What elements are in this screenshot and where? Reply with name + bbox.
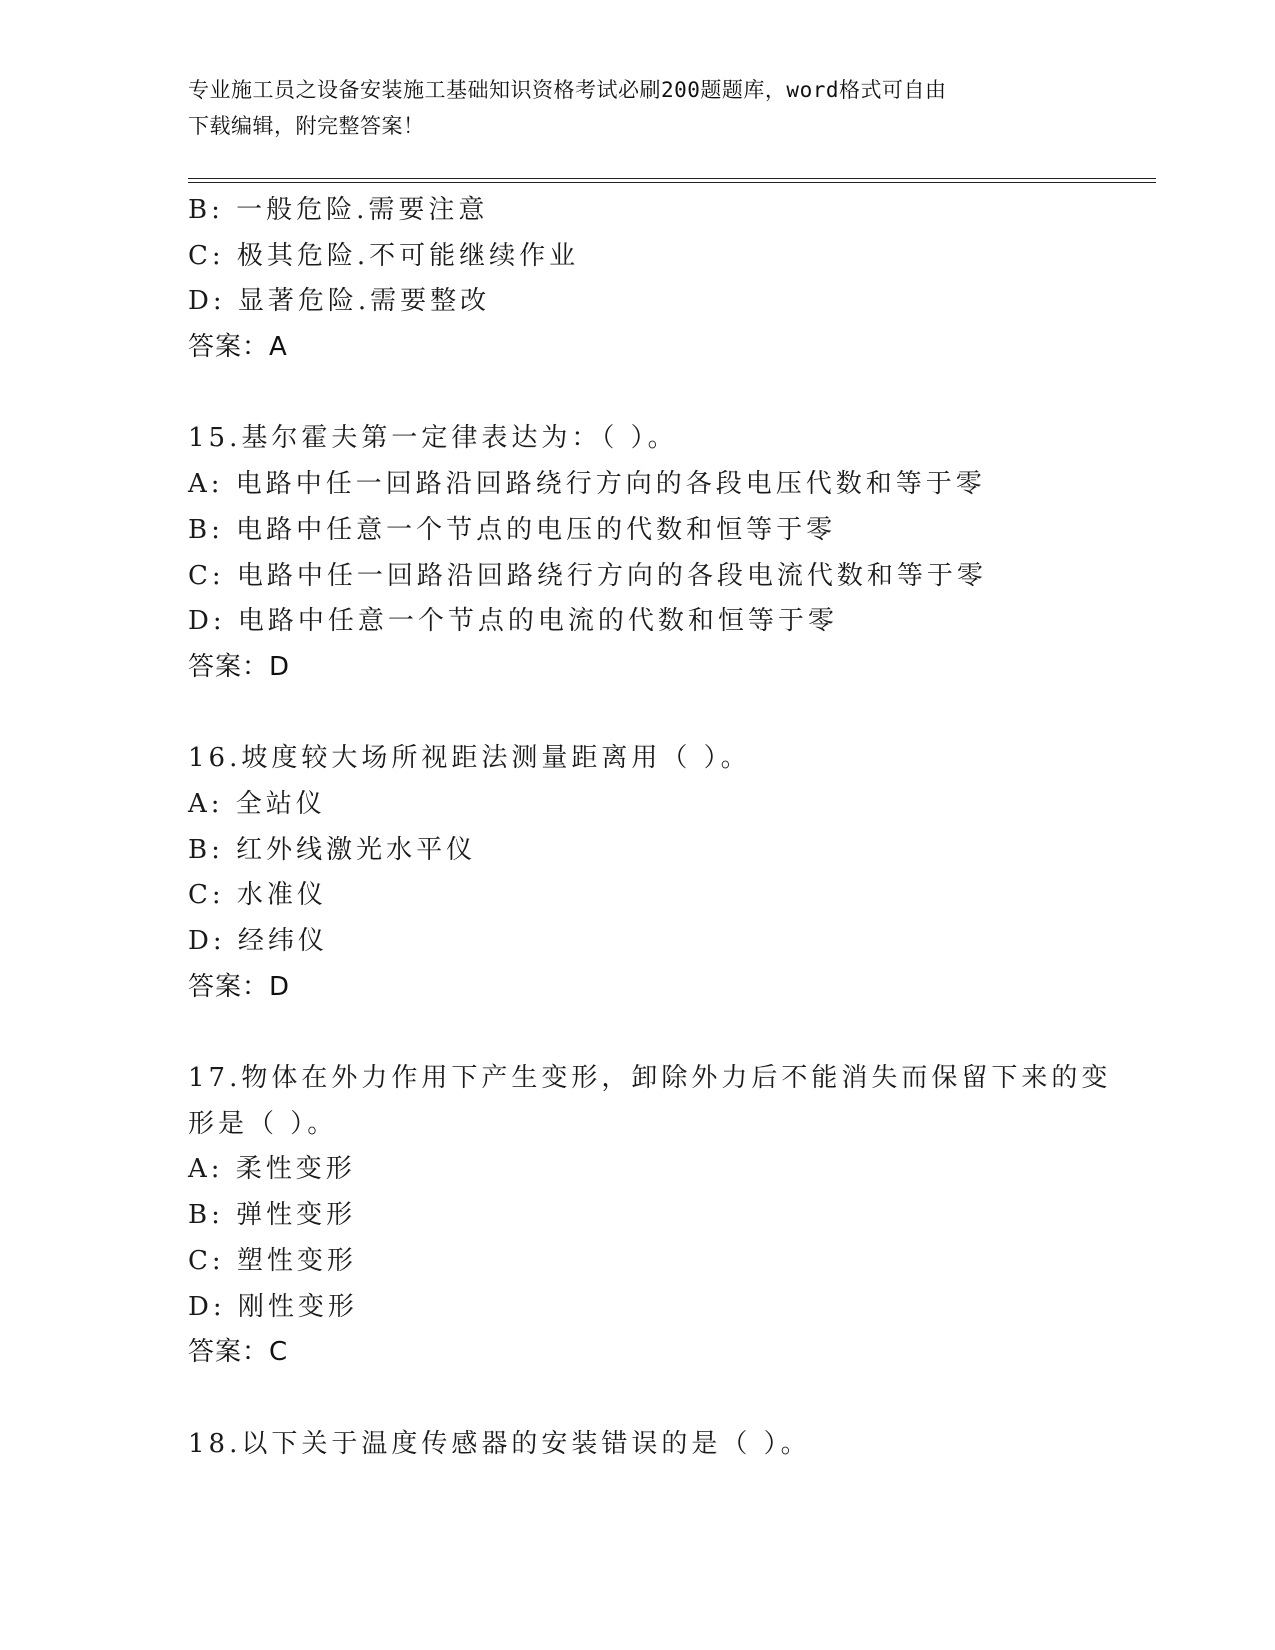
option-b: B: 弹性变形 <box>188 1200 357 1231</box>
question-text: 18.以下关于温度传感器的安装错误的是（ ）。 <box>188 1428 811 1459</box>
question-text-line-1: 17.物体在外力作用下产生变形，卸除外力后不能消失而保留下来的变 <box>188 1063 1112 1094</box>
question-text: 15.基尔霍夫第一定律表达为：（ ）。 <box>188 423 678 454</box>
option-a: A: 电路中任一回路沿回路绕行方向的各段电压代数和等于零 <box>188 469 986 500</box>
question-17 <box>188 1056 1112 1376</box>
option-d: D: 刚性变形 <box>188 1291 358 1322</box>
header-line-1: 专业施工员之设备安装施工基础知识资格考试必刷200题题库，word格式可自由 <box>188 78 947 102</box>
spacer <box>188 371 1088 417</box>
option-c: C: 极其危险.不可能继续作业 <box>188 240 580 271</box>
option-a: A: 柔性变形 <box>188 1154 356 1185</box>
spacer <box>188 1010 1088 1056</box>
question-list <box>188 188 1112 1467</box>
header-divider <box>188 178 1156 183</box>
question-15 <box>188 416 1088 690</box>
option-c: C: 水准仪 <box>188 880 327 911</box>
question-14-tail <box>188 188 1088 371</box>
option-b: B: 电路中任意一个节点的电压的代数和恒等于零 <box>188 514 837 545</box>
answer: 答案：A <box>188 332 288 363</box>
option-d: D: 电路中任意一个节点的电流的代数和恒等于零 <box>188 606 838 637</box>
answer: 答案：D <box>188 651 291 682</box>
option-b: B: 一般危险.需要注意 <box>188 195 489 225</box>
spacer <box>188 691 1088 737</box>
option-d: D: 经纬仪 <box>188 926 328 956</box>
question-text: 16.坡度较大场所视距法测量距离用（ ）。 <box>188 743 751 774</box>
option-c: C: 塑性变形 <box>188 1245 357 1276</box>
question-text-line-2: 形是（ ）。 <box>188 1108 338 1139</box>
answer: 答案：C <box>188 1337 289 1368</box>
answer: 答案：D <box>188 971 291 1002</box>
option-a: A: 全站仪 <box>188 788 326 819</box>
question-16 <box>188 736 1088 1010</box>
spacer <box>188 1376 1088 1422</box>
option-b: B: 红外线激光水平仪 <box>188 834 477 865</box>
option-d: D: 显著危险.需要整改 <box>188 286 491 317</box>
document-header <box>188 72 1068 144</box>
question-18 <box>188 1422 1088 1468</box>
option-c: C: 电路中任一回路沿回路绕行方向的各段电流代数和等于零 <box>188 560 987 591</box>
header-line-2: 下载编辑，附完整答案！ <box>188 114 425 138</box>
